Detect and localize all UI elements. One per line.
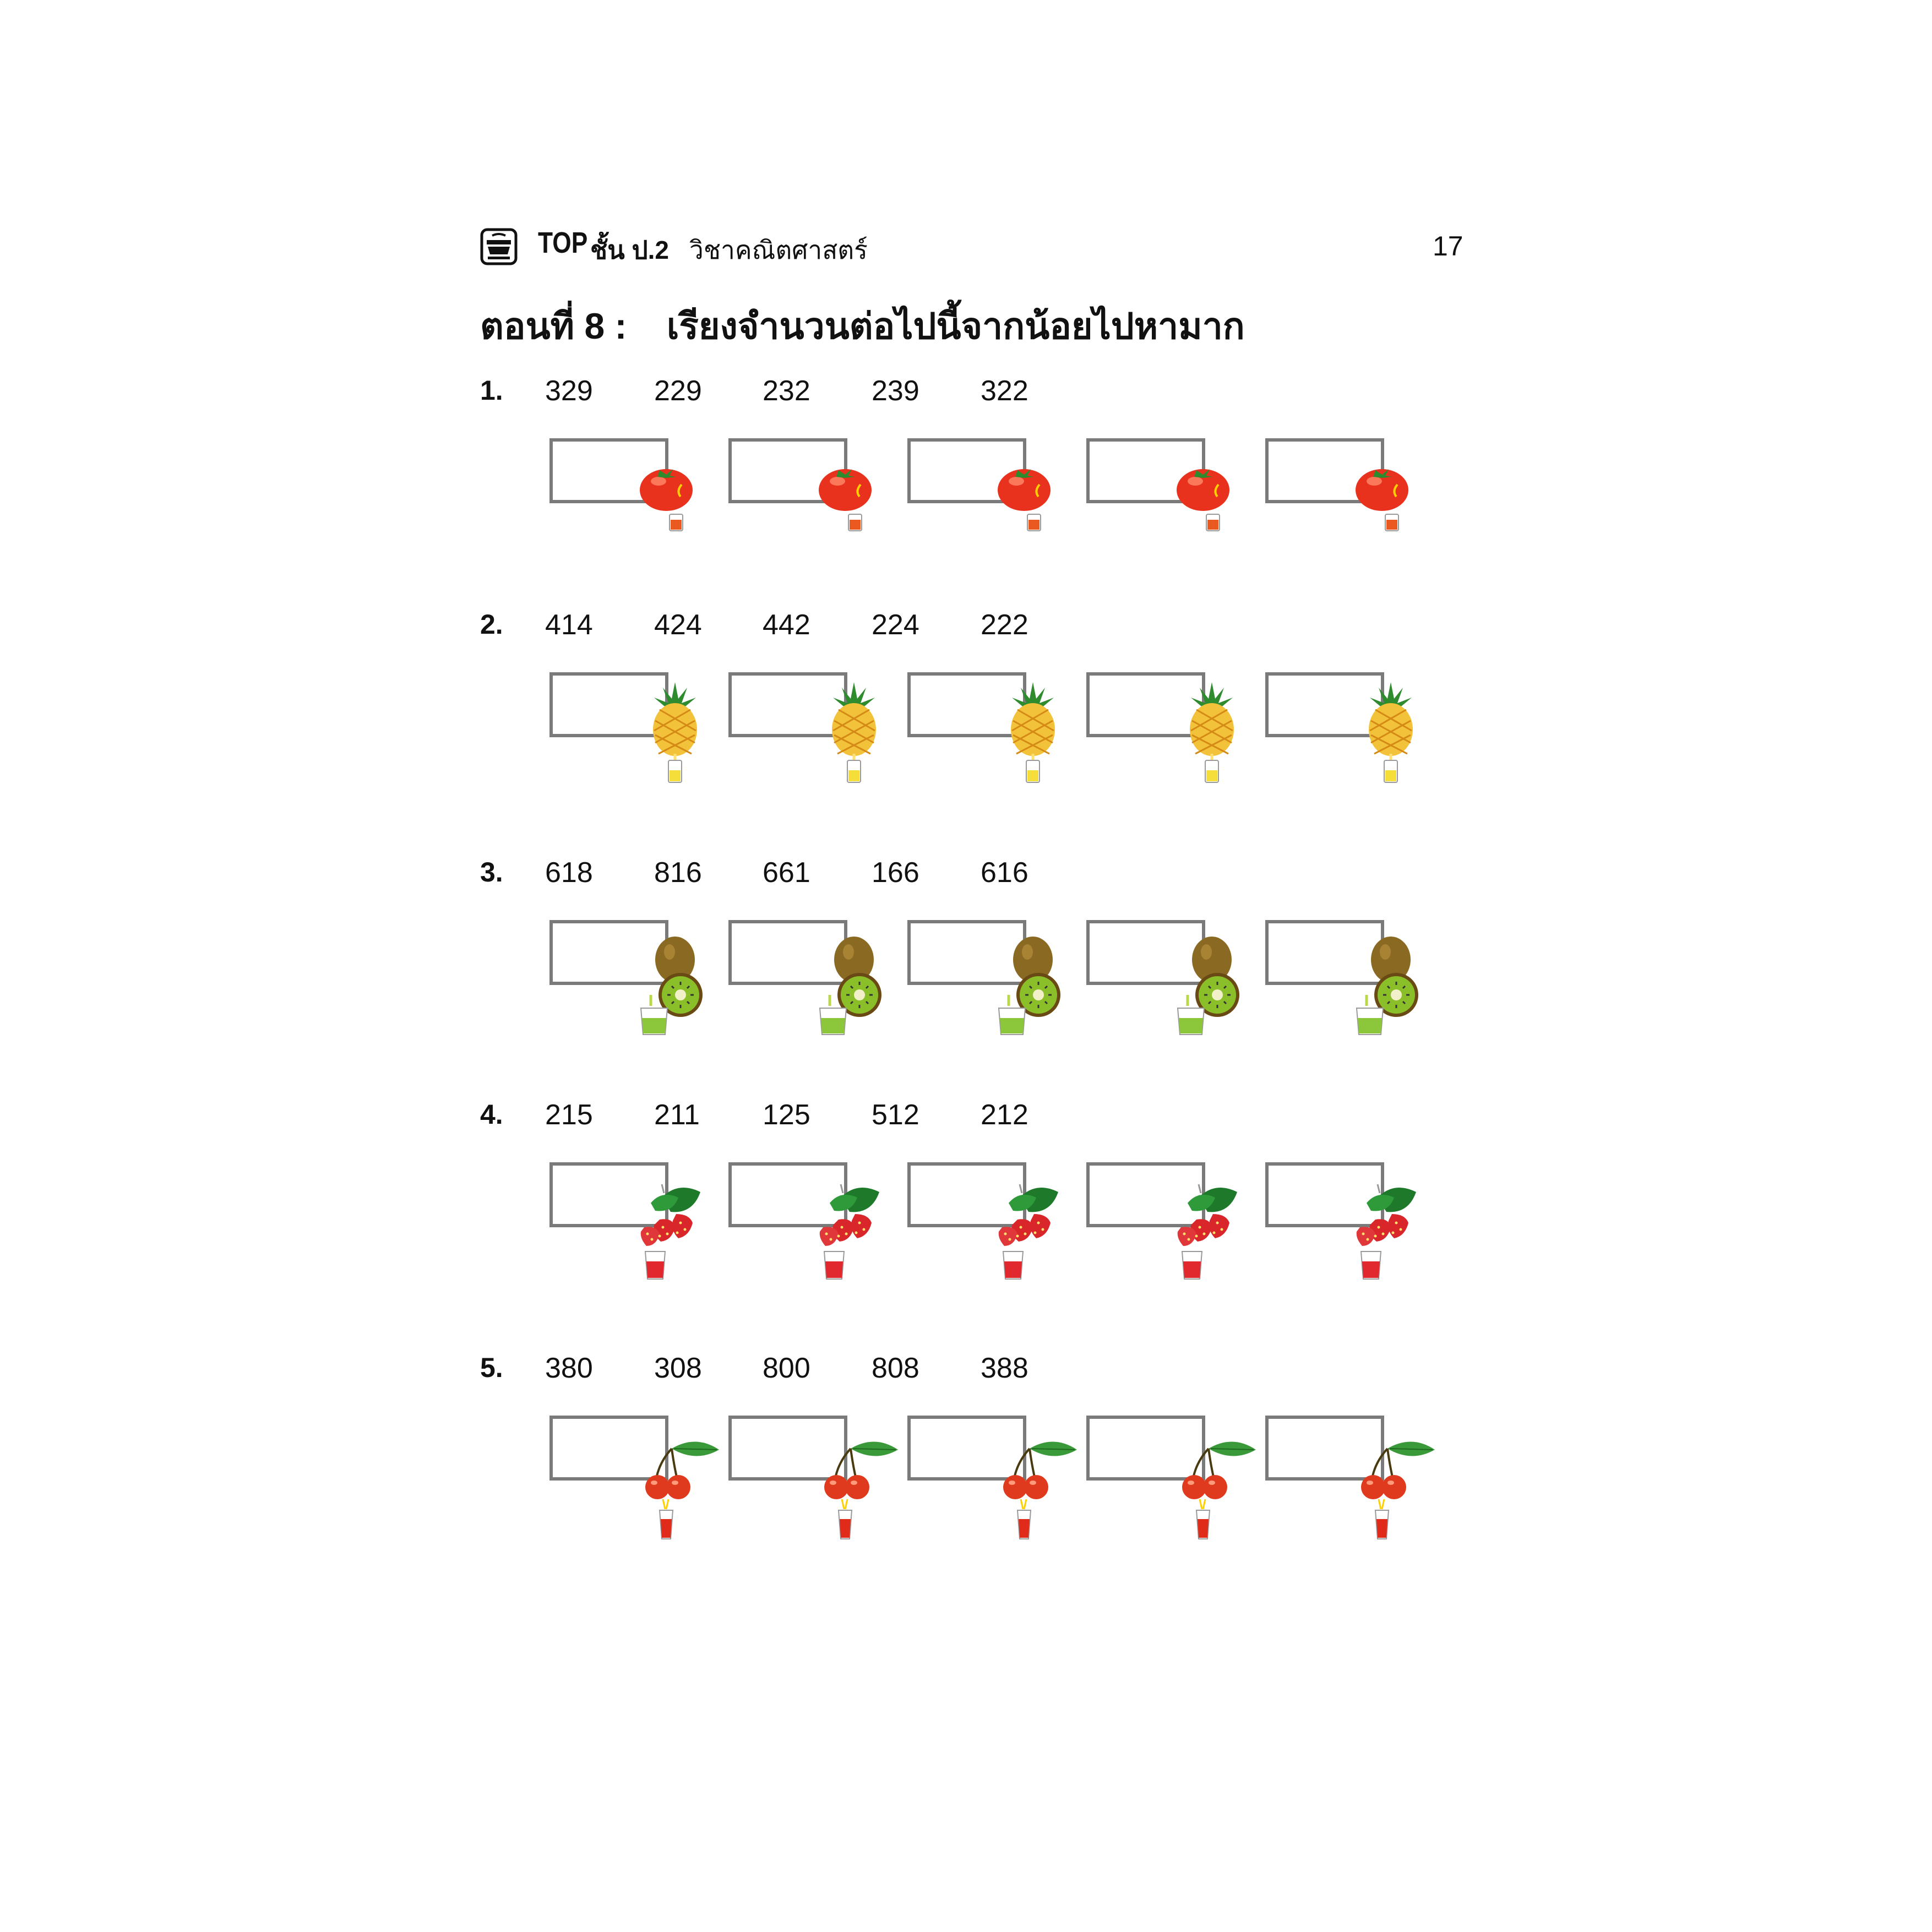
question-number: 4. <box>480 1099 503 1130</box>
kiwi-juice-icon <box>638 935 709 1040</box>
header-subject: วิชาคณิตศาสตร์ <box>689 236 868 264</box>
question-1 <box>480 374 1471 573</box>
question-value: 232 <box>763 375 810 407</box>
cherry-juice-icon <box>643 1434 720 1544</box>
question-value: 239 <box>872 375 919 407</box>
question-number: 1. <box>480 375 503 406</box>
answer-slot <box>907 438 1089 576</box>
question-number: 3. <box>480 857 503 888</box>
question-value: 222 <box>981 609 1028 641</box>
page-header <box>480 222 1471 275</box>
answer-slot <box>549 672 731 810</box>
cherry-juice-icon <box>1359 1434 1436 1544</box>
kiwi-juice-icon <box>1353 935 1425 1040</box>
strawberry-juice-icon <box>819 1181 885 1286</box>
strawberry-juice-icon <box>998 1181 1064 1286</box>
cherry-juice-icon <box>1180 1434 1257 1544</box>
book-logo-icon <box>480 228 518 265</box>
answer-slot <box>1086 438 1268 576</box>
tomato-juice-icon <box>817 465 877 536</box>
question-value: 380 <box>545 1352 593 1384</box>
answer-slot <box>728 920 910 1058</box>
question-value: 414 <box>545 609 593 641</box>
question-value: 808 <box>872 1352 919 1384</box>
tomato-juice-icon <box>995 465 1056 536</box>
question-number: 5. <box>480 1352 503 1383</box>
strawberry-juice-icon <box>1356 1181 1422 1286</box>
pineapple-juice-icon <box>647 682 703 787</box>
answer-slot <box>728 438 910 576</box>
tomato-juice-icon <box>1174 465 1235 536</box>
header-grade: ชั้น ป.2 <box>590 236 670 264</box>
strawberry-juice-icon <box>640 1181 706 1286</box>
section-instruction: เรียงจำนวนต่อไปนี้จากน้อยไปหามาก <box>666 306 1245 346</box>
question-value: 512 <box>872 1099 919 1131</box>
header-brand: TOP <box>538 226 588 259</box>
page-number: 17 <box>1433 231 1463 262</box>
question-value: 816 <box>654 857 702 889</box>
answer-slot <box>907 1416 1089 1553</box>
tomato-juice-icon <box>1353 465 1414 536</box>
answer-slot <box>907 920 1089 1058</box>
question-4 <box>480 1098 1471 1297</box>
answer-slot <box>1265 672 1447 810</box>
answer-slot <box>549 920 731 1058</box>
pineapple-juice-icon <box>826 682 881 787</box>
pineapple-juice-icon <box>1184 682 1239 787</box>
question-value: 212 <box>981 1099 1028 1131</box>
answer-slot <box>1265 1416 1447 1553</box>
pineapple-juice-icon <box>1005 682 1060 787</box>
cherry-juice-icon <box>822 1434 899 1544</box>
question-number: 2. <box>480 609 503 640</box>
answer-slot <box>1086 1162 1268 1300</box>
answer-slot <box>1086 920 1268 1058</box>
kiwi-juice-icon <box>995 935 1067 1040</box>
question-value: 322 <box>981 375 1028 407</box>
tomato-juice-icon <box>638 465 698 536</box>
answer-slot <box>549 438 731 576</box>
answer-slot <box>728 1416 910 1553</box>
question-5 <box>480 1352 1471 1550</box>
pineapple-juice-icon <box>1363 682 1418 787</box>
answer-slot <box>907 1162 1089 1300</box>
question-value: 424 <box>654 609 702 641</box>
question-value: 229 <box>654 375 702 407</box>
kiwi-juice-icon <box>1174 935 1246 1040</box>
question-value: 616 <box>981 857 1028 889</box>
question-value: 442 <box>763 609 810 641</box>
section-label: ตอนที่ 8 : <box>480 306 627 346</box>
answer-slot <box>1086 1416 1268 1553</box>
strawberry-juice-icon <box>1177 1181 1243 1286</box>
answer-slot <box>549 1416 731 1553</box>
question-value: 308 <box>654 1352 702 1384</box>
question-value: 215 <box>545 1099 593 1131</box>
question-value: 166 <box>872 857 919 889</box>
question-value: 329 <box>545 375 593 407</box>
question-3 <box>480 856 1471 1054</box>
answer-slot <box>1265 1162 1447 1300</box>
answer-slot <box>728 1162 910 1300</box>
question-value: 618 <box>545 857 593 889</box>
answer-slot <box>907 672 1089 810</box>
question-value: 661 <box>763 857 810 889</box>
question-value: 224 <box>872 609 919 641</box>
answer-slot <box>1265 920 1447 1058</box>
answer-slot <box>1265 438 1447 576</box>
question-value: 388 <box>981 1352 1028 1384</box>
cherry-juice-icon <box>1001 1434 1078 1544</box>
question-2 <box>480 608 1471 807</box>
kiwi-juice-icon <box>817 935 888 1040</box>
answer-slot <box>549 1162 731 1300</box>
question-value: 211 <box>654 1099 700 1131</box>
section-title <box>480 297 1245 355</box>
answer-slot <box>1086 672 1268 810</box>
answer-slot <box>728 672 910 810</box>
question-value: 125 <box>763 1099 810 1131</box>
question-value: 800 <box>763 1352 810 1384</box>
